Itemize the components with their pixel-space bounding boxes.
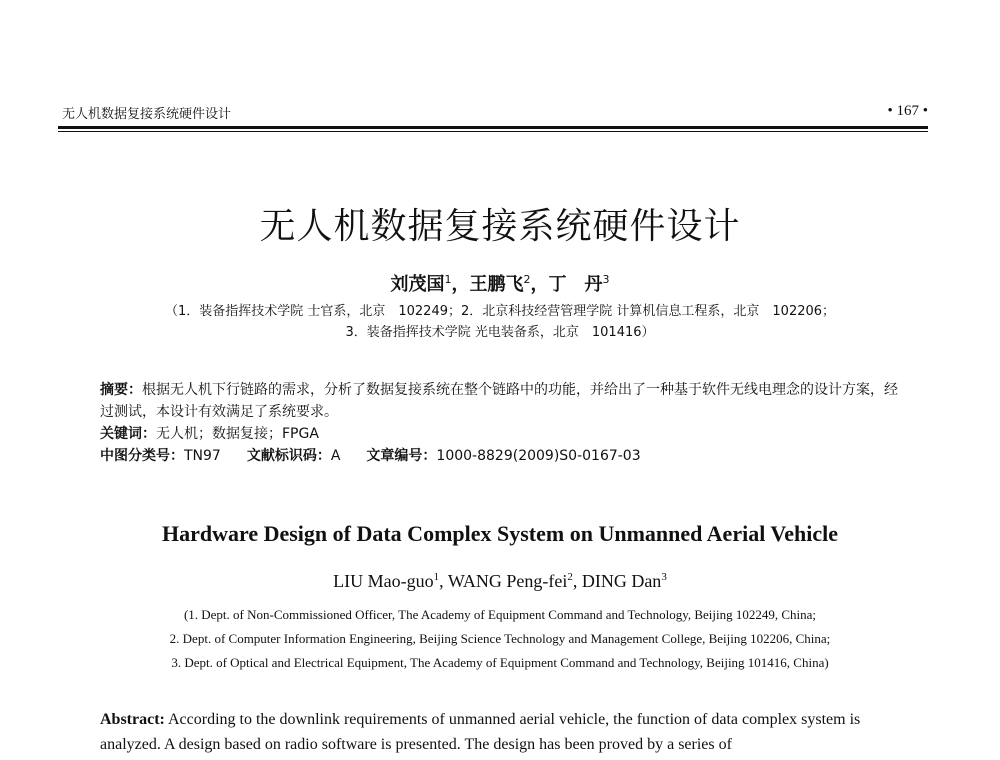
doc-code-value: A xyxy=(330,448,341,464)
doc-code-label: 文献标识码： xyxy=(246,448,331,464)
affiliation-en-line-2: 2. Dept. of Computer Information Engineering, Beijing Science Technology and Management College, Beijing 102206, China; xyxy=(169,631,831,646)
abstract-cn-label: 摘要： xyxy=(100,382,142,398)
author-en-sep-1: , xyxy=(439,571,448,591)
author-cn-3: 丁 丹 xyxy=(548,274,603,295)
affiliations-cn xyxy=(60,301,940,343)
author-cn-1: 刘茂国 xyxy=(390,274,445,295)
author-cn-3-mark: 3 xyxy=(602,273,610,286)
paper-title-cn: 无人机数据复接系统硬件设计 xyxy=(259,206,741,247)
author-en-1-mark: 1 xyxy=(433,571,440,583)
affiliation-cn-line-1: （1．装备指挥技术学院 士官系，北京 102249；2．北京科技经营管理学院 计算机信息工程系，北京 102206； xyxy=(164,304,836,319)
abstract-en xyxy=(100,707,905,757)
author-en-3: DING Dan xyxy=(581,571,662,591)
abstract-cn xyxy=(100,379,905,423)
author-cn-1-mark: 1 xyxy=(444,273,452,286)
author-cn-2-mark: 2 xyxy=(523,273,531,286)
keywords-cn-text: 无人机；数据复接；FPGA xyxy=(156,426,319,442)
affiliation-en-line-3: 3. Dept. of Optical and Electrical Equipment, The Academy of Equipment Command and Technology, Beijing 101416, China) xyxy=(171,655,829,670)
abstract-cn-block xyxy=(100,379,905,467)
header-rule-thin xyxy=(58,131,928,132)
clc-value: TN97 xyxy=(184,448,221,464)
classification-line xyxy=(100,445,905,467)
author-cn-sep-2: ， xyxy=(530,274,549,295)
page-number: • 167 • xyxy=(887,103,928,119)
abstract-en-label: Abstract: xyxy=(100,711,165,728)
keywords-cn-label: 关键词： xyxy=(100,426,156,442)
article-number-value: 1000-8829(2009)S0-0167-03 xyxy=(436,448,641,464)
abstract-cn-text: 根据无人机下行链路的需求，分析了数据复接系统在整个链路中的功能，并给出了一种基于软件无线电理念的设计方案，经过测试，本设计有效满足了系统要求。 xyxy=(100,382,898,420)
author-cn-2: 王鹏飞 xyxy=(469,274,524,295)
author-en-sep-2: , xyxy=(572,571,582,591)
paper-title-en: Hardware Design of Data Complex System on Unmanned Aerial Vehicle xyxy=(161,521,839,546)
authors-en xyxy=(0,571,1000,592)
author-en-1: LIU Mao-guo xyxy=(333,571,434,591)
article-number-label: 文章编号： xyxy=(366,448,437,464)
author-en-2-mark: 2 xyxy=(567,571,573,583)
affiliation-en-line-1: (1. Dept. of Non-Commissioned Officer, The Academy of Equipment Command and Technology, Beijing 102249, China; xyxy=(183,607,817,622)
author-en-2: WANG Peng-fei xyxy=(447,571,568,591)
affiliations-en xyxy=(80,603,920,675)
keywords-cn xyxy=(100,423,905,445)
running-head-title: 无人机数据复接系统硬件设计 xyxy=(62,107,232,122)
running-head xyxy=(58,103,928,125)
author-en-3-mark: 3 xyxy=(661,571,667,583)
abstract-en-text: According to the downlink requirements of unmanned aerial vehicle, the function of data complex system is analyzed. A design based on radio software is presented. The design has been proved by a series of xyxy=(100,711,861,753)
affiliation-cn-line-2: 3．装备指挥技术学院 光电装备系，北京 101416） xyxy=(345,325,655,340)
author-cn-sep-1: ， xyxy=(451,274,470,295)
header-rule-thick xyxy=(58,126,928,129)
clc-label: 中图分类号： xyxy=(100,448,184,464)
authors-cn xyxy=(0,270,1000,296)
